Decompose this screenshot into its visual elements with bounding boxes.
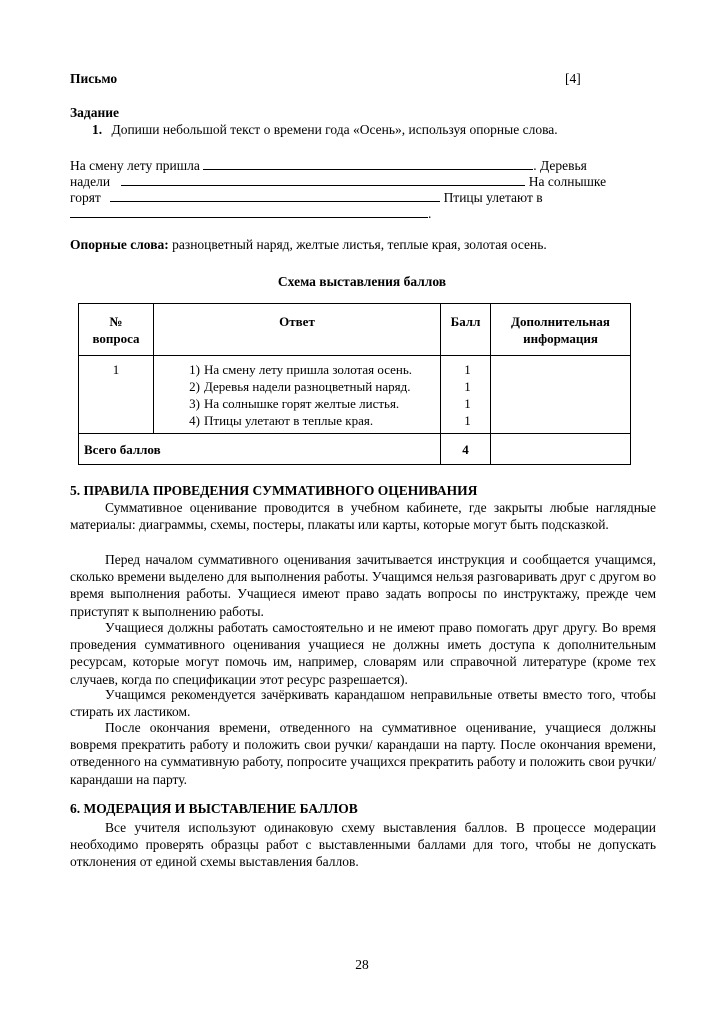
total-label: Всего баллов	[84, 442, 161, 457]
section-title: Письмо	[70, 71, 118, 86]
task-label: Задание	[70, 105, 120, 120]
score-item: 1	[464, 362, 471, 377]
score-item: 1	[464, 396, 471, 411]
section-6-paragraph-1: Все учителя используют одинаковую схему выставления баллов. В процессе модерации необходимо проверять образцы работ с выставленными баллами для того, чтобы не допускать отклонения от единой схемы выставления баллов.	[70, 820, 656, 870]
header-question-number: № вопроса	[92, 314, 140, 346]
header-additional-info: Дополнительная информация	[511, 314, 610, 346]
page-number: 28	[355, 957, 369, 972]
answer-item: 1) На смену лету пришла золотая осень.	[189, 362, 413, 377]
task-instruction	[92, 121, 558, 139]
keywords-text: разноцветный наряд, желтые листья, теплые края, золотая осень.	[168, 237, 547, 252]
max-score: [4]	[565, 71, 581, 86]
answer-blank-2[interactable]	[121, 172, 525, 186]
section-5-paragraph-1: Суммативное оценивание проводится в учебном кабинете, где закрыты любые наглядные материалы: диаграммы, схемы, постеры, плакаты или карты, которые могут быть подсказкой.	[70, 500, 656, 533]
score-item: 1	[464, 379, 471, 394]
scheme-title: Схема выставления баллов	[277, 274, 447, 289]
task-number: 1.	[92, 122, 103, 137]
fill-line-1-end: . Деревья	[533, 158, 587, 173]
fill-line-2-end: На солнышке	[528, 174, 607, 189]
fill-line-2-start: надели	[70, 174, 111, 189]
answer-item: 3) На солнышке горят желтые листья.	[189, 396, 400, 411]
score-item: 1	[464, 413, 471, 428]
answer-blank-1[interactable]	[203, 156, 533, 170]
keywords-label: Опорные слова:	[70, 237, 169, 252]
section-5-paragraph-2: Перед началом суммативного оценивания зачитывается инструкция и сообщается учащимся, сколько времени выделено для выполнения работы. Учащимся нельзя разговаривать друг с другом во время выполнения работы. Учащиеся имеют право задать вопросы по инструктажу, прежде чем приступят к выполнению работы.	[70, 552, 656, 619]
header-score: Балл	[450, 314, 481, 329]
fill-line-3-start: горят	[70, 190, 101, 205]
fill-line-4-end: .	[428, 206, 432, 221]
section-5-paragraph-5: После окончания времени, отведенного на суммативное оценивание, учащиеся должны вовремя прекратить работу и положить свои ручки/ карандаши на парту. После окончания времени, отведенного на суммативную работу, попросите учащихся прекратить работу и положить свои ручки/ карандаши на парту.	[70, 720, 656, 787]
fill-line-3-end: Птицы улетают в	[443, 190, 543, 205]
task-instruction-text: Допиши небольшой текст о времени года «Осень», используя опорные слова.	[111, 122, 558, 137]
fill-line-4	[70, 204, 431, 223]
section-6-heading: 6. МОДЕРАЦИЯ И ВЫСТАВЛЕНИЕ БАЛЛОВ	[70, 801, 358, 816]
section-5-heading: 5. ПРАВИЛА ПРОВЕДЕНИЯ СУММАТИВНОГО ОЦЕНИВАНИЯ	[70, 483, 478, 498]
score-list	[445, 361, 490, 429]
answer-item: 4) Птицы улетают в теплые края.	[189, 413, 374, 428]
section-5-paragraph-4: Учащимся рекомендуется зачёркивать карандашом неправильные ответы вместо того, чтобы стирать их ластиком.	[70, 687, 656, 720]
keywords	[70, 236, 547, 254]
section-5-paragraph-3: Учащиеся должны работать самостоятельно и не имеют право помогать друг другу. Во время проведения суммативного оценивания учащиеся не должны иметь доступа к дополнительным ресурсам, которые могут помочь им, например, словарям или справочной литературе (кроме тех случаев, когда по спецификации этот ресурс разрешается).	[70, 620, 656, 687]
header-answer: Ответ	[279, 314, 315, 329]
answer-blank-3[interactable]	[110, 188, 440, 202]
answer-blank-4[interactable]	[70, 204, 428, 218]
fill-line-1-start: На смену лету пришла	[70, 158, 200, 173]
total-value: 4	[462, 442, 469, 457]
row-question-number: 1	[112, 362, 120, 377]
answer-item: 2) Деревья надели разноцветный наряд.	[189, 379, 411, 394]
answer-list	[178, 361, 412, 429]
